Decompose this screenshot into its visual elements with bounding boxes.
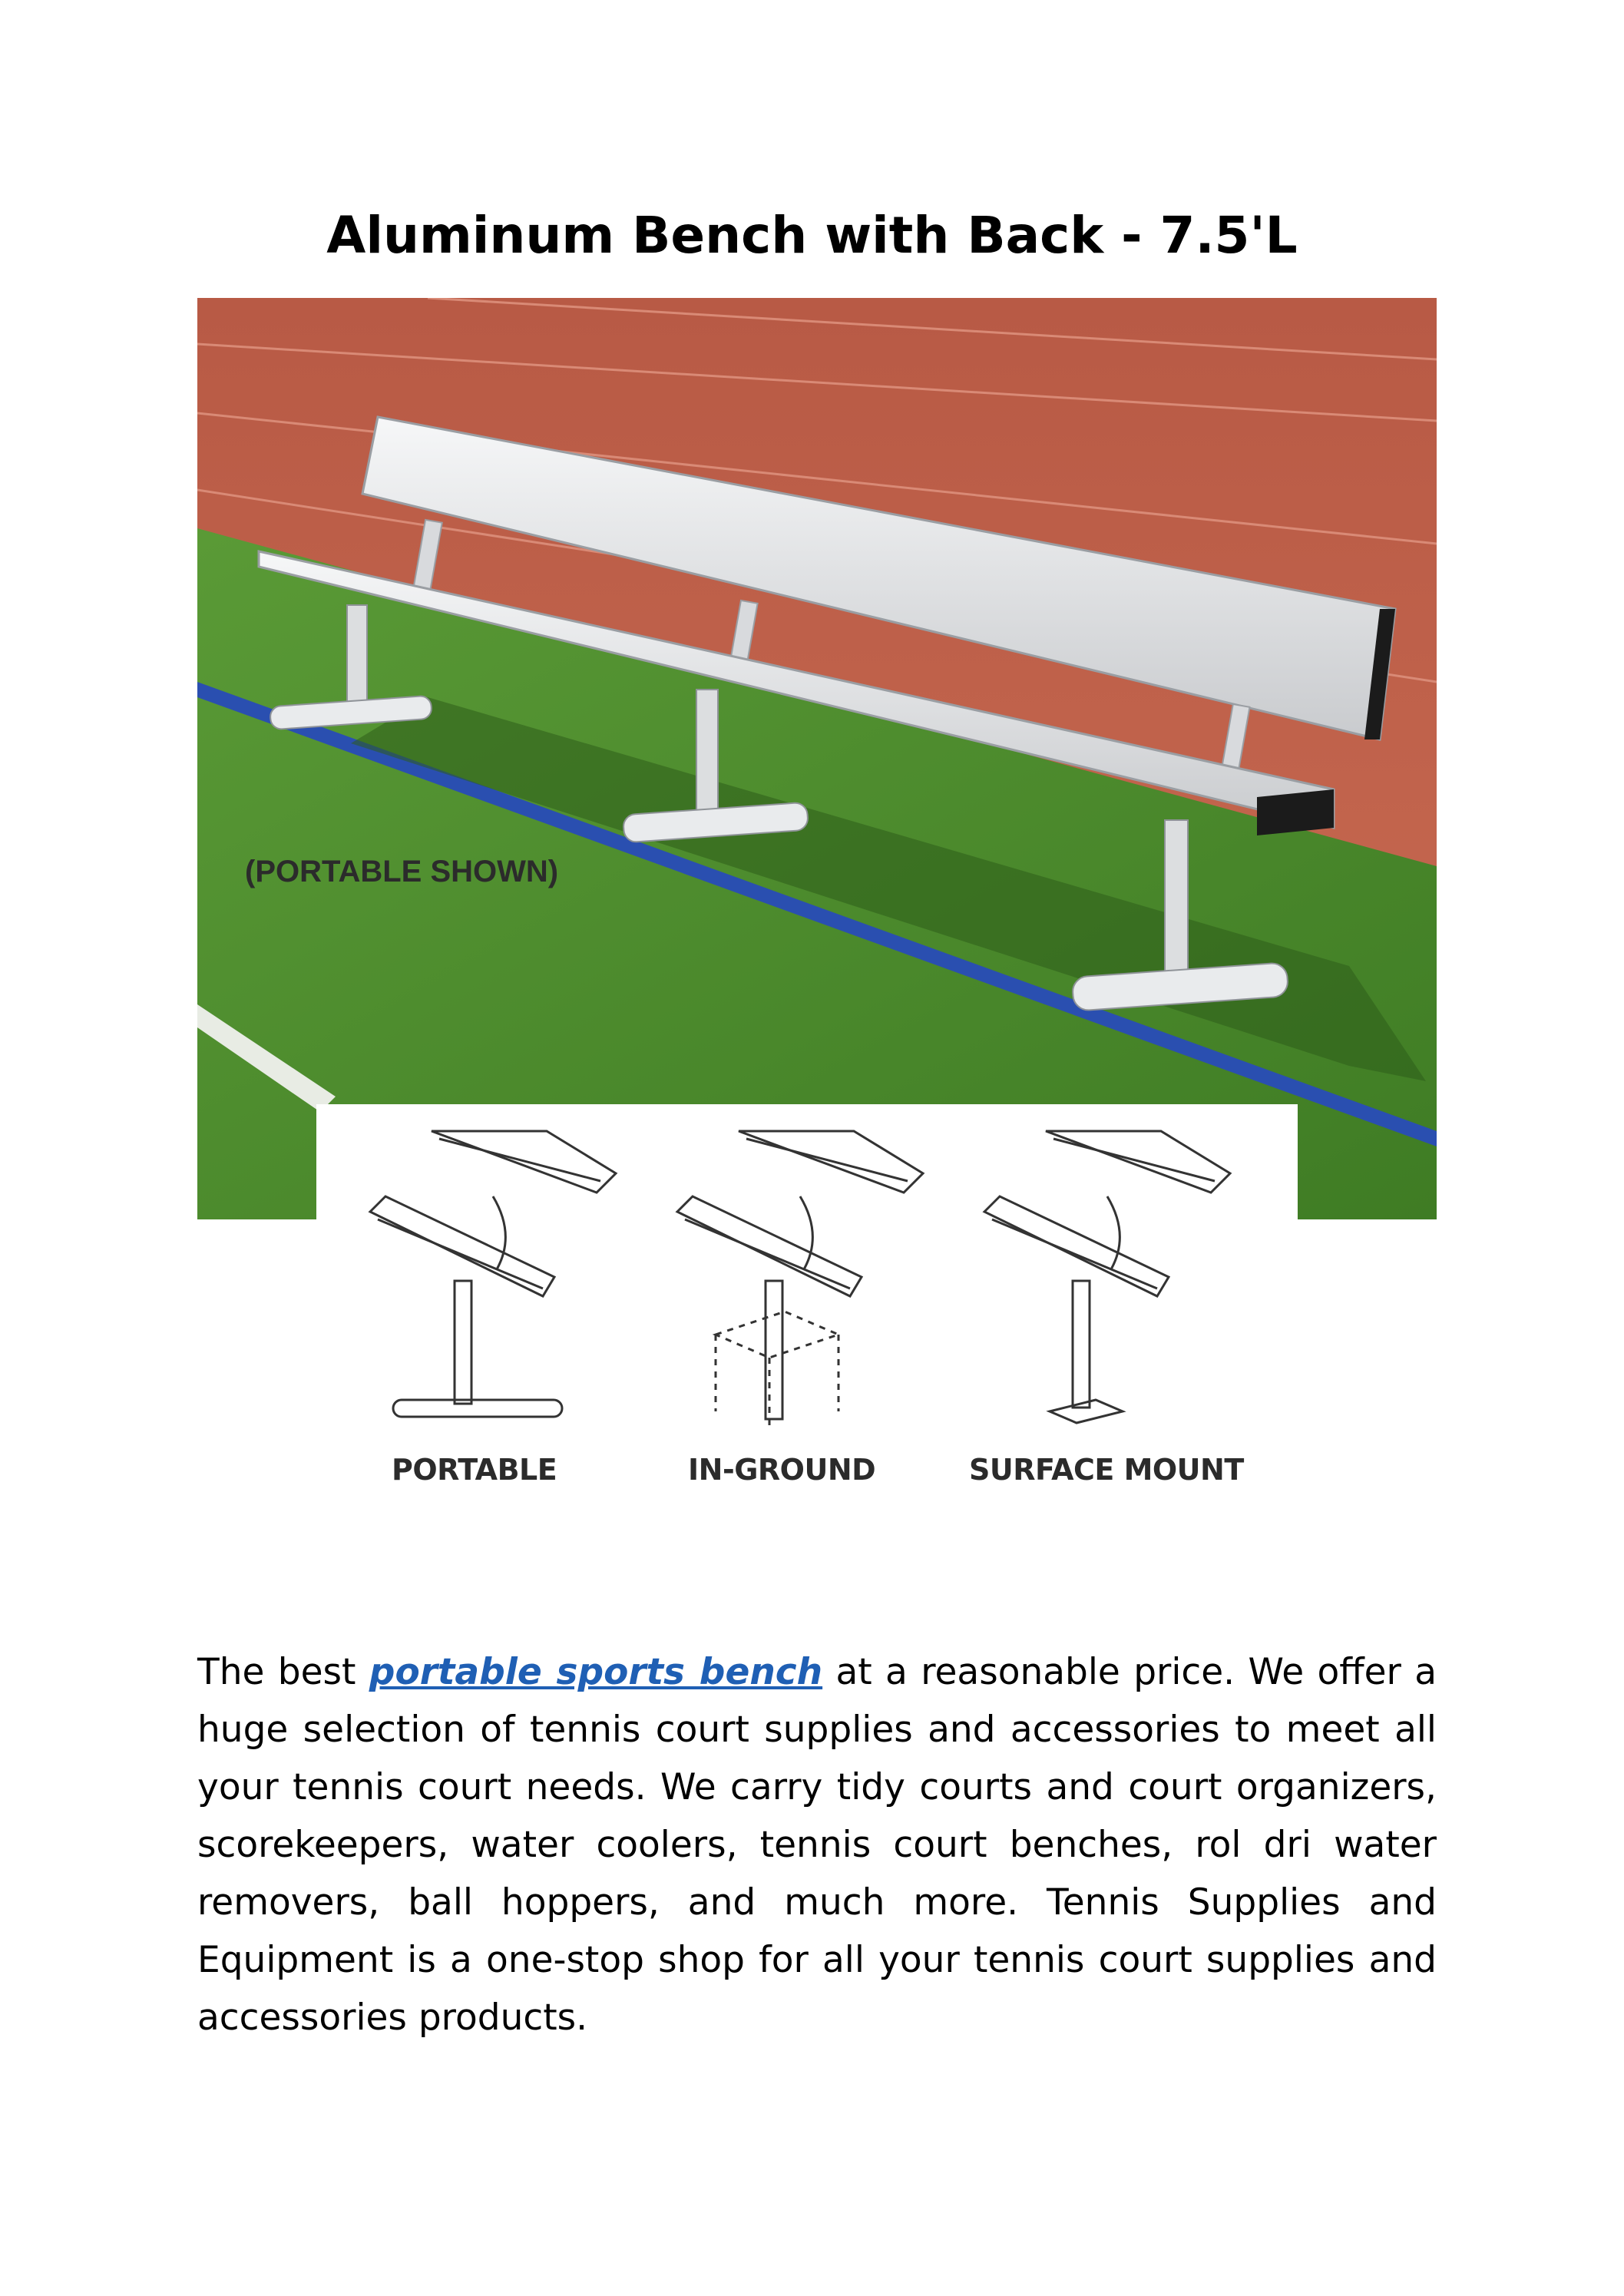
in-ground-diagram [677, 1131, 923, 1427]
page-title: Aluminum Bench with Back - 7.5'L [326, 206, 1298, 265]
description-rest: at a reasonable price. We offer a huge selection of tennis court supplies and accessories to meet all your tennis court needs. We carry tidy courts and court organizers, scorekeepers, water coolers, tennis court benches, rol dri water removers, ball hoppers, and much more. Tennis Supplies and Equipment is a one-stop shop for all your tennis court supplies and accessories products. [197, 1651, 1437, 2039]
portable-sports-bench-link[interactable]: portable sports bench [369, 1651, 823, 1693]
mount-label-surface-mount: SURFACE MOUNT [969, 1453, 1244, 1487]
portable-shown-label: (PORTABLE SHOWN) [245, 855, 559, 888]
portable-diagram [370, 1131, 616, 1417]
mount-label-in-ground: IN-GROUND [688, 1453, 876, 1487]
mount-label-portable: PORTABLE [392, 1453, 557, 1487]
bench-photo [197, 298, 1437, 1219]
description-paragraph [197, 1643, 1437, 2046]
description-prefix: The best [197, 1651, 369, 1693]
surface-mount-diagram [984, 1131, 1230, 1423]
